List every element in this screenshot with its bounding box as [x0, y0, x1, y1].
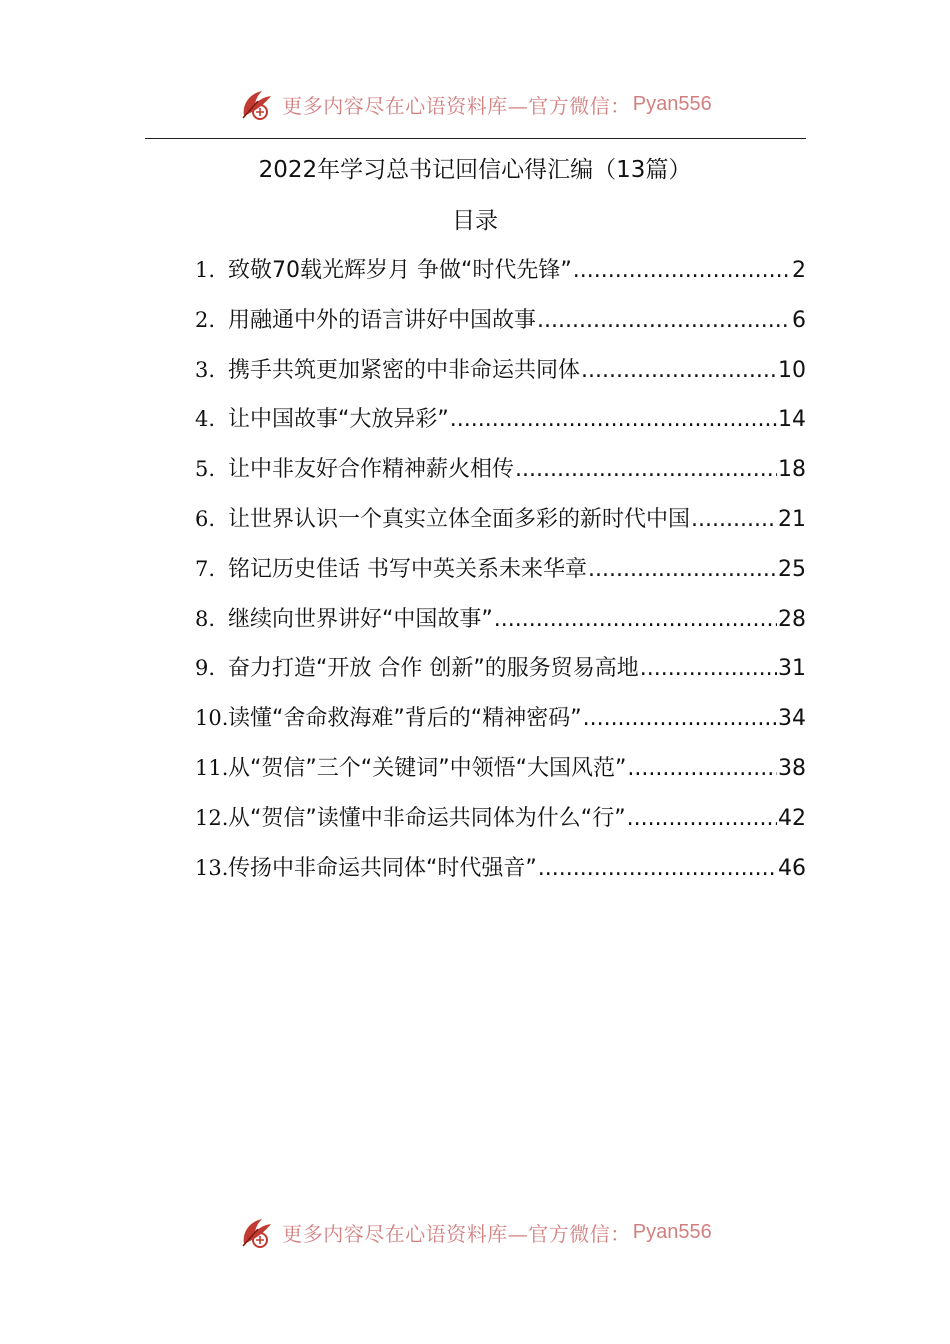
toc-dot-leader: [583, 701, 777, 737]
toc-entry[interactable]: [195, 352, 806, 402]
toc-dot-leader: [627, 751, 777, 787]
toc-entry-number: 2.: [195, 307, 216, 332]
toc-entry-page: 14: [778, 407, 806, 433]
toc-entry-title: 铭记历史佳话 书写中英关系未来华章: [228, 556, 587, 582]
toc-entry[interactable]: [195, 551, 806, 601]
toc-entry[interactable]: [195, 700, 806, 750]
toc-entry-number: 6.: [195, 506, 216, 531]
toc-entry-title: 继续向世界讲好“中国故事”: [228, 606, 493, 632]
toc-entry-page: 25: [778, 556, 806, 582]
toc-entry-title: 携手共筑更加紧密的中非命运共同体: [228, 357, 581, 383]
toc-entry-number: 11.: [195, 755, 229, 780]
toc-entry-page: 38: [778, 755, 806, 781]
toc-entry-page: 31: [778, 656, 806, 682]
header-rule: [145, 138, 806, 139]
quill-pen-logo-icon: [238, 1214, 276, 1250]
toc-entry[interactable]: [195, 800, 806, 850]
toc-entry[interactable]: [195, 601, 806, 651]
toc-entry-page: 34: [778, 706, 806, 732]
toc-entry[interactable]: [195, 252, 806, 302]
toc-entry-title: 读懂“舍命救海难”背后的“精神密码”: [228, 706, 582, 732]
toc-entry-page: 10: [778, 357, 806, 383]
toc-entry-title: 致敬70载光辉岁月 争做“时代先锋”: [228, 258, 572, 283]
toc-entry-number: 5.: [195, 457, 216, 482]
toc-dot-leader: [494, 602, 777, 638]
quill-pen-logo-icon: [238, 86, 276, 122]
toc-entry[interactable]: [195, 501, 806, 551]
toc-entry[interactable]: [195, 451, 806, 501]
table-of-contents: [195, 252, 806, 899]
toc-entry-page: 42: [778, 805, 806, 831]
toc-entry-title: 奋力打造“开放 合作 创新”的服务贸易高地: [228, 656, 639, 682]
toc-entry-number: 9.: [195, 656, 216, 681]
toc-entry-title: 让中国故事“大放异彩”: [228, 407, 449, 433]
toc-dot-leader: [627, 801, 777, 837]
toc-entry-number: 12.: [195, 805, 229, 830]
toc-entry-title: 传扬中非命运共同体“时代强音”: [228, 855, 537, 881]
toc-dot-leader: [691, 502, 777, 538]
toc-entry-page: 46: [778, 855, 806, 881]
toc-entry-title: 从“贺信”三个“关键词”中领悟“大国风范”: [228, 755, 627, 781]
toc-dot-leader: [573, 253, 791, 289]
toc-entry-number: 1.: [195, 258, 216, 282]
toc-entry-number: 13.: [195, 855, 229, 880]
toc-dot-leader: [537, 303, 791, 339]
toc-dot-leader: [581, 353, 777, 389]
toc-entry-number: 3.: [195, 357, 216, 382]
header-watermark: [0, 84, 950, 124]
toc-entry[interactable]: [195, 850, 806, 900]
toc-entry-title: 从“贺信”读懂中非命运共同体为什么“行”: [228, 805, 626, 831]
watermark-wechat-id: Pyan556: [632, 1220, 712, 1243]
toc-entry[interactable]: [195, 302, 806, 352]
toc-entry-title: 让世界认识一个真实立体全面多彩的新时代中国: [228, 506, 691, 532]
toc-dot-leader: [515, 452, 777, 488]
toc-entry-page: 2: [792, 258, 806, 283]
watermark-wechat-id: Pyan556: [632, 92, 712, 115]
footer-watermark: [0, 1212, 950, 1252]
toc-entry-number: 7.: [195, 556, 216, 581]
toc-entry-page: 28: [778, 606, 806, 632]
toc-entry[interactable]: [195, 750, 806, 800]
toc-entry[interactable]: [195, 650, 806, 700]
toc-entry-number: 4.: [195, 407, 216, 432]
toc-entry-title: 让中非友好合作精神薪火相传: [228, 457, 515, 483]
watermark-text: 更多内容尽在心语资料库—官方微信：: [282, 1221, 631, 1246]
toc-entry-page: 21: [778, 506, 806, 532]
document-title: 2022年学习总书记回信心得汇编（13篇）: [258, 157, 692, 183]
toc-entry-title: 用融通中外的语言讲好中国故事: [228, 307, 537, 333]
toc-dot-leader: [640, 651, 777, 687]
toc-dot-leader: [450, 402, 777, 438]
toc-entry[interactable]: [195, 401, 806, 451]
toc-entry-number: 10.: [195, 706, 229, 731]
toc-entry-page: 18: [778, 457, 806, 483]
toc-heading: 目录: [452, 208, 498, 234]
toc-entry-page: 6: [792, 307, 806, 333]
watermark-text: 更多内容尽在心语资料库—官方微信：: [282, 93, 631, 118]
toc-dot-leader: [538, 851, 777, 887]
toc-dot-leader: [588, 552, 777, 588]
toc-entry-number: 8.: [195, 606, 216, 631]
